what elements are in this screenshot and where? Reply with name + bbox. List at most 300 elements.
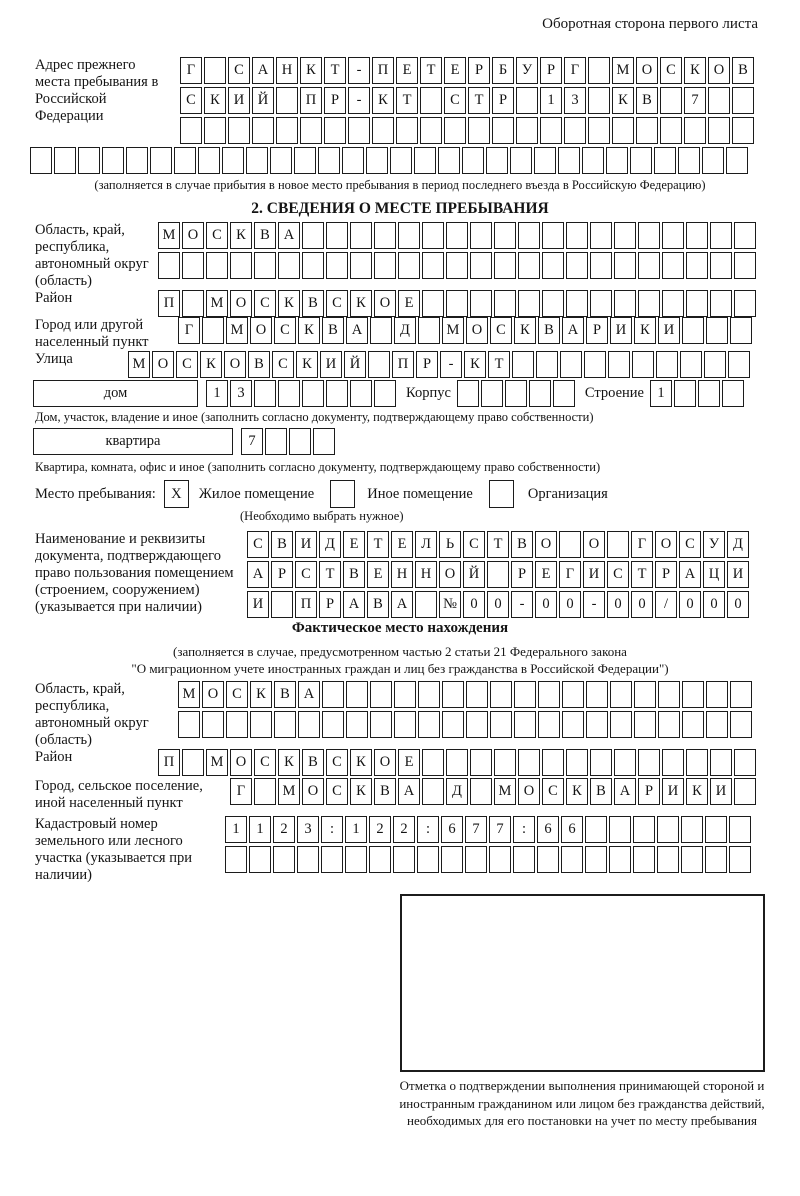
char-cell bbox=[202, 317, 224, 344]
char-cell: С bbox=[463, 531, 485, 558]
char-cell bbox=[586, 681, 608, 708]
char-cell: С bbox=[180, 87, 202, 114]
char-cell: 0 bbox=[463, 591, 485, 618]
char-cell bbox=[446, 290, 468, 317]
char-row bbox=[158, 252, 756, 279]
char-cell bbox=[514, 711, 536, 738]
char-cell bbox=[422, 290, 444, 317]
char-cell bbox=[350, 380, 372, 407]
char-cell bbox=[366, 147, 388, 174]
char-cell bbox=[276, 87, 298, 114]
char-cell bbox=[370, 681, 392, 708]
char-cell: 3 bbox=[230, 380, 252, 407]
char-cell bbox=[490, 711, 512, 738]
char-cell: Е bbox=[398, 749, 420, 776]
char-cell bbox=[442, 711, 464, 738]
char-cell bbox=[562, 681, 584, 708]
char-cell bbox=[729, 846, 751, 873]
char-cell bbox=[682, 317, 704, 344]
char-cell: Е bbox=[398, 290, 420, 317]
char-cell bbox=[470, 749, 492, 776]
char-cell: О bbox=[583, 531, 605, 558]
char-cell: А bbox=[614, 778, 636, 805]
char-cell bbox=[542, 290, 564, 317]
char-cell bbox=[350, 222, 372, 249]
char-cell: С bbox=[226, 681, 248, 708]
char-cell: Е bbox=[444, 57, 466, 84]
char-cell: М bbox=[178, 681, 200, 708]
char-row bbox=[247, 561, 749, 588]
char-row bbox=[180, 87, 754, 114]
char-cell bbox=[606, 147, 628, 174]
char-cell bbox=[518, 290, 540, 317]
char-cell: О bbox=[655, 531, 677, 558]
char-cell: К bbox=[464, 351, 486, 378]
char-cell bbox=[398, 252, 420, 279]
char-cell: К bbox=[566, 778, 588, 805]
char-cell: Р bbox=[416, 351, 438, 378]
char-cell bbox=[518, 252, 540, 279]
char-cell: Г bbox=[180, 57, 202, 84]
char-cell bbox=[372, 117, 394, 144]
char-cell bbox=[518, 222, 540, 249]
char-cell: В bbox=[302, 290, 324, 317]
char-cell: 0 bbox=[631, 591, 653, 618]
char-cell: 3 bbox=[564, 87, 586, 114]
char-cell bbox=[674, 380, 696, 407]
char-cell: К bbox=[300, 57, 322, 84]
char-cell: К bbox=[684, 57, 706, 84]
char-cell: С bbox=[490, 317, 512, 344]
char-cell bbox=[682, 681, 704, 708]
actual-city-field bbox=[35, 778, 800, 812]
char-cell: Р bbox=[319, 591, 341, 618]
char-cell: Р bbox=[492, 87, 514, 114]
char-cell bbox=[708, 87, 730, 114]
char-cell: С bbox=[254, 749, 276, 776]
char-cell bbox=[634, 711, 656, 738]
char-cell bbox=[271, 591, 293, 618]
char-cell bbox=[494, 749, 516, 776]
char-cell bbox=[394, 681, 416, 708]
char-cell: Т bbox=[420, 57, 442, 84]
char-cell: Л bbox=[415, 531, 437, 558]
char-cell: О bbox=[202, 681, 224, 708]
char-cell: 0 bbox=[559, 591, 581, 618]
char-cell bbox=[374, 252, 396, 279]
korpus-boxes bbox=[457, 380, 575, 407]
char-cell bbox=[658, 681, 680, 708]
apartment-note: Квартира, комната, офис и иное (заполнить согласно документу, подтверждающему право собственности) bbox=[35, 460, 601, 474]
region-label: Область, край, республика, автономный округ (область) bbox=[35, 222, 149, 289]
char-cell bbox=[710, 290, 732, 317]
char-cell bbox=[614, 222, 636, 249]
char-cell: Г bbox=[230, 778, 252, 805]
char-cell bbox=[657, 846, 679, 873]
char-cell: 1 bbox=[206, 380, 228, 407]
char-cell: / bbox=[655, 591, 677, 618]
char-cell bbox=[588, 57, 610, 84]
prev-address-full-row bbox=[30, 147, 800, 174]
char-cell: Й bbox=[463, 561, 485, 588]
char-cell: К bbox=[350, 749, 372, 776]
char-cell: В bbox=[732, 57, 754, 84]
char-cell: М bbox=[226, 317, 248, 344]
char-cell bbox=[722, 380, 744, 407]
char-cell: К bbox=[514, 317, 536, 344]
region-rows bbox=[158, 222, 756, 279]
document-label: Наименование и реквизиты документа, подтверждающего право пользования помещением (строением, сооружением) (указывается при наличии) bbox=[35, 531, 234, 615]
prev-address-label: Адрес прежнего места пребывания в Российской Федерации bbox=[35, 57, 159, 124]
char-cell: П bbox=[295, 591, 317, 618]
char-cell bbox=[374, 380, 396, 407]
char-cell bbox=[732, 87, 754, 114]
char-cell bbox=[730, 317, 752, 344]
char-cell: 2 bbox=[273, 816, 295, 843]
char-cell: 0 bbox=[535, 591, 557, 618]
char-cell: 1 bbox=[540, 87, 562, 114]
stay-label: Место пребывания: bbox=[35, 485, 156, 502]
char-cell: И bbox=[662, 778, 684, 805]
char-cell bbox=[632, 351, 654, 378]
char-cell bbox=[585, 816, 607, 843]
char-cell: - bbox=[511, 591, 533, 618]
region-field bbox=[35, 222, 800, 290]
page-header-note: Оборотная сторона первого листа bbox=[542, 16, 758, 32]
actual-note-2: "О миграционном учете иностранных граждан и лиц без гражданства в Российской Федерации") bbox=[131, 661, 669, 676]
char-cell: К bbox=[350, 290, 372, 317]
char-cell bbox=[276, 117, 298, 144]
actual-city-label: Город, сельское поселение, иной населенный пункт bbox=[35, 778, 203, 811]
char-cell: К bbox=[686, 778, 708, 805]
char-cell: М bbox=[612, 57, 634, 84]
char-cell bbox=[633, 816, 655, 843]
char-cell bbox=[662, 749, 684, 776]
char-cell: М bbox=[206, 290, 228, 317]
char-cell bbox=[542, 749, 564, 776]
char-cell bbox=[634, 681, 656, 708]
char-cell: Т bbox=[319, 561, 341, 588]
char-cell bbox=[558, 147, 580, 174]
char-cell: К bbox=[200, 351, 222, 378]
char-cell bbox=[54, 147, 76, 174]
char-cell bbox=[346, 681, 368, 708]
char-cell bbox=[418, 711, 440, 738]
char-cell bbox=[582, 147, 604, 174]
char-cell bbox=[330, 480, 355, 508]
house-note: Дом, участок, владение и иное (заполнить согласно документу, подтверждающему право собственности) bbox=[35, 410, 594, 424]
char-cell: Ц bbox=[703, 561, 725, 588]
char-cell: Н bbox=[415, 561, 437, 588]
char-cell bbox=[346, 711, 368, 738]
char-row bbox=[158, 749, 756, 776]
char-cell bbox=[182, 290, 204, 317]
korpus-label: Корпус bbox=[406, 385, 451, 401]
char-cell: О bbox=[302, 778, 324, 805]
actual-district-field bbox=[35, 749, 800, 776]
char-cell: Е bbox=[367, 561, 389, 588]
char-cell bbox=[586, 711, 608, 738]
char-cell: М bbox=[278, 778, 300, 805]
char-cell bbox=[590, 222, 612, 249]
char-cell bbox=[607, 531, 629, 558]
char-cell bbox=[102, 147, 124, 174]
char-cell bbox=[422, 222, 444, 249]
char-cell bbox=[518, 749, 540, 776]
char-cell bbox=[470, 222, 492, 249]
char-cell bbox=[564, 117, 586, 144]
char-cell: Н bbox=[276, 57, 298, 84]
char-cell bbox=[566, 290, 588, 317]
char-cell bbox=[710, 252, 732, 279]
char-cell: Д bbox=[394, 317, 416, 344]
char-cell: 7 bbox=[684, 87, 706, 114]
char-cell: М bbox=[128, 351, 150, 378]
char-cell: X bbox=[164, 480, 189, 508]
char-cell bbox=[732, 117, 754, 144]
char-cell: - bbox=[348, 57, 370, 84]
char-cell bbox=[158, 252, 180, 279]
stay-option-3-label: Организация bbox=[527, 485, 608, 502]
char-cell bbox=[686, 749, 708, 776]
char-cell bbox=[630, 147, 652, 174]
char-cell bbox=[529, 380, 551, 407]
street-label: Улица bbox=[35, 351, 73, 367]
char-cell bbox=[441, 846, 463, 873]
char-cell bbox=[222, 147, 244, 174]
char-cell bbox=[706, 711, 728, 738]
char-cell bbox=[686, 290, 708, 317]
char-cell bbox=[206, 252, 228, 279]
apartment-number-boxes bbox=[241, 428, 335, 455]
char-cell: Р bbox=[511, 561, 533, 588]
char-cell: - bbox=[440, 351, 462, 378]
char-cell: О bbox=[250, 317, 272, 344]
prev-address-rows bbox=[180, 57, 754, 144]
char-cell bbox=[470, 290, 492, 317]
char-cell bbox=[444, 117, 466, 144]
char-cell: 1 bbox=[225, 816, 247, 843]
char-row bbox=[178, 711, 752, 738]
char-cell: В bbox=[271, 531, 293, 558]
char-cell: А bbox=[247, 561, 269, 588]
char-cell bbox=[538, 711, 560, 738]
stay-option-3-checkbox bbox=[489, 480, 514, 508]
char-cell bbox=[30, 147, 52, 174]
char-cell bbox=[182, 749, 204, 776]
char-cell bbox=[657, 816, 679, 843]
char-cell bbox=[198, 147, 220, 174]
char-cell bbox=[553, 380, 575, 407]
char-cell: У bbox=[516, 57, 538, 84]
char-cell bbox=[662, 290, 684, 317]
char-cell bbox=[422, 778, 444, 805]
char-cell: А bbox=[679, 561, 701, 588]
char-cell bbox=[516, 117, 538, 144]
actual-title: Фактическое место нахождения bbox=[291, 620, 509, 636]
char-cell: 1 bbox=[345, 816, 367, 843]
char-row bbox=[247, 591, 749, 618]
document-rows bbox=[247, 531, 749, 618]
char-cell bbox=[681, 816, 703, 843]
char-cell bbox=[270, 147, 292, 174]
stay-option-1-checkbox bbox=[164, 480, 189, 508]
char-cell bbox=[662, 252, 684, 279]
char-cell bbox=[368, 351, 390, 378]
char-cell bbox=[202, 711, 224, 738]
char-cell bbox=[322, 681, 344, 708]
char-cell: : bbox=[417, 816, 439, 843]
char-cell bbox=[730, 711, 752, 738]
char-cell: К bbox=[250, 681, 272, 708]
char-cell bbox=[492, 117, 514, 144]
char-cell bbox=[706, 317, 728, 344]
char-cell: 0 bbox=[607, 591, 629, 618]
char-cell bbox=[542, 252, 564, 279]
char-cell bbox=[489, 480, 514, 508]
char-cell bbox=[126, 147, 148, 174]
district-label: Район bbox=[35, 290, 73, 306]
char-cell: 7 bbox=[489, 816, 511, 843]
stroenie-label: Строение bbox=[584, 385, 644, 401]
char-cell: В bbox=[511, 531, 533, 558]
char-cell: Г bbox=[178, 317, 200, 344]
char-cell bbox=[370, 711, 392, 738]
char-cell bbox=[294, 147, 316, 174]
char-cell bbox=[662, 222, 684, 249]
char-row bbox=[128, 351, 750, 378]
char-cell: Т bbox=[396, 87, 418, 114]
char-cell bbox=[466, 681, 488, 708]
char-cell bbox=[494, 222, 516, 249]
char-cell bbox=[446, 252, 468, 279]
char-cell bbox=[538, 681, 560, 708]
char-cell: 2 bbox=[369, 816, 391, 843]
char-cell bbox=[559, 531, 581, 558]
char-cell bbox=[584, 351, 606, 378]
char-cell bbox=[297, 846, 319, 873]
char-cell bbox=[566, 252, 588, 279]
char-cell bbox=[588, 87, 610, 114]
char-cell bbox=[684, 117, 706, 144]
char-cell bbox=[560, 351, 582, 378]
char-cell: Г bbox=[564, 57, 586, 84]
char-cell: О bbox=[439, 561, 461, 588]
char-cell: Е bbox=[391, 531, 413, 558]
char-cell bbox=[590, 749, 612, 776]
char-cell: П bbox=[300, 87, 322, 114]
char-cell bbox=[614, 749, 636, 776]
char-cell: А bbox=[343, 591, 365, 618]
char-cell bbox=[706, 681, 728, 708]
char-cell bbox=[566, 222, 588, 249]
char-cell: П bbox=[372, 57, 394, 84]
char-cell bbox=[252, 117, 274, 144]
char-cell bbox=[705, 816, 727, 843]
char-cell: А bbox=[391, 591, 413, 618]
char-cell bbox=[734, 290, 756, 317]
char-cell bbox=[481, 380, 503, 407]
char-cell bbox=[726, 147, 748, 174]
char-cell bbox=[638, 290, 660, 317]
char-cell bbox=[540, 117, 562, 144]
char-cell bbox=[438, 147, 460, 174]
char-cell bbox=[78, 147, 100, 174]
char-cell bbox=[326, 222, 348, 249]
char-cell: К bbox=[634, 317, 656, 344]
char-cell: А bbox=[278, 222, 300, 249]
char-cell: С bbox=[176, 351, 198, 378]
char-cell: О bbox=[535, 531, 557, 558]
stay-row bbox=[35, 480, 800, 508]
char-cell bbox=[614, 290, 636, 317]
char-cell bbox=[505, 380, 527, 407]
char-cell: Е bbox=[396, 57, 418, 84]
char-cell: И bbox=[247, 591, 269, 618]
char-cell: Н bbox=[391, 561, 413, 588]
char-cell bbox=[393, 846, 415, 873]
char-cell bbox=[585, 846, 607, 873]
char-cell: О bbox=[230, 290, 252, 317]
char-cell bbox=[468, 117, 490, 144]
char-cell bbox=[273, 846, 295, 873]
char-cell bbox=[302, 252, 324, 279]
char-cell bbox=[734, 778, 756, 805]
char-cell bbox=[302, 222, 324, 249]
char-cell: Т bbox=[631, 561, 653, 588]
char-cell: В bbox=[590, 778, 612, 805]
char-cell bbox=[610, 681, 632, 708]
char-cell bbox=[300, 117, 322, 144]
stay-note: (Необходимо выбрать нужное) bbox=[240, 509, 404, 523]
char-cell bbox=[398, 222, 420, 249]
char-row bbox=[158, 222, 756, 249]
char-cell bbox=[342, 147, 364, 174]
char-cell bbox=[660, 87, 682, 114]
apartment-box-label: квартира bbox=[33, 428, 233, 455]
prev-address-note: (заполняется в случае прибытия в новое место пребывания в период последнего въезда в Российскую Федерацию) bbox=[94, 178, 706, 192]
char-cell: 0 bbox=[679, 591, 701, 618]
char-cell bbox=[494, 290, 516, 317]
cadastral-label: Кадастровый номер земельного или лесного участка (указывается при наличии) bbox=[35, 816, 192, 883]
char-cell bbox=[490, 681, 512, 708]
char-cell: О bbox=[374, 290, 396, 317]
char-cell: В bbox=[343, 561, 365, 588]
char-cell: П bbox=[392, 351, 414, 378]
char-cell: К bbox=[278, 290, 300, 317]
char-cell bbox=[313, 428, 335, 455]
char-cell: В bbox=[322, 317, 344, 344]
char-cell bbox=[470, 252, 492, 279]
char-cell bbox=[614, 252, 636, 279]
prev-address-field bbox=[35, 57, 800, 144]
char-cell: 0 bbox=[487, 591, 509, 618]
char-cell: Т bbox=[367, 531, 389, 558]
char-cell: О bbox=[636, 57, 658, 84]
char-cell bbox=[442, 681, 464, 708]
char-cell bbox=[228, 117, 250, 144]
actual-region-label: Область, край, республика, автономный округ (область) bbox=[35, 681, 149, 748]
char-cell bbox=[489, 846, 511, 873]
house-box-label: дом bbox=[33, 380, 198, 407]
char-cell: М bbox=[442, 317, 464, 344]
char-cell bbox=[710, 749, 732, 776]
char-cell: 2 bbox=[393, 816, 415, 843]
char-cell bbox=[470, 778, 492, 805]
char-cell: 7 bbox=[465, 816, 487, 843]
char-cell bbox=[174, 147, 196, 174]
char-cell: О bbox=[224, 351, 246, 378]
